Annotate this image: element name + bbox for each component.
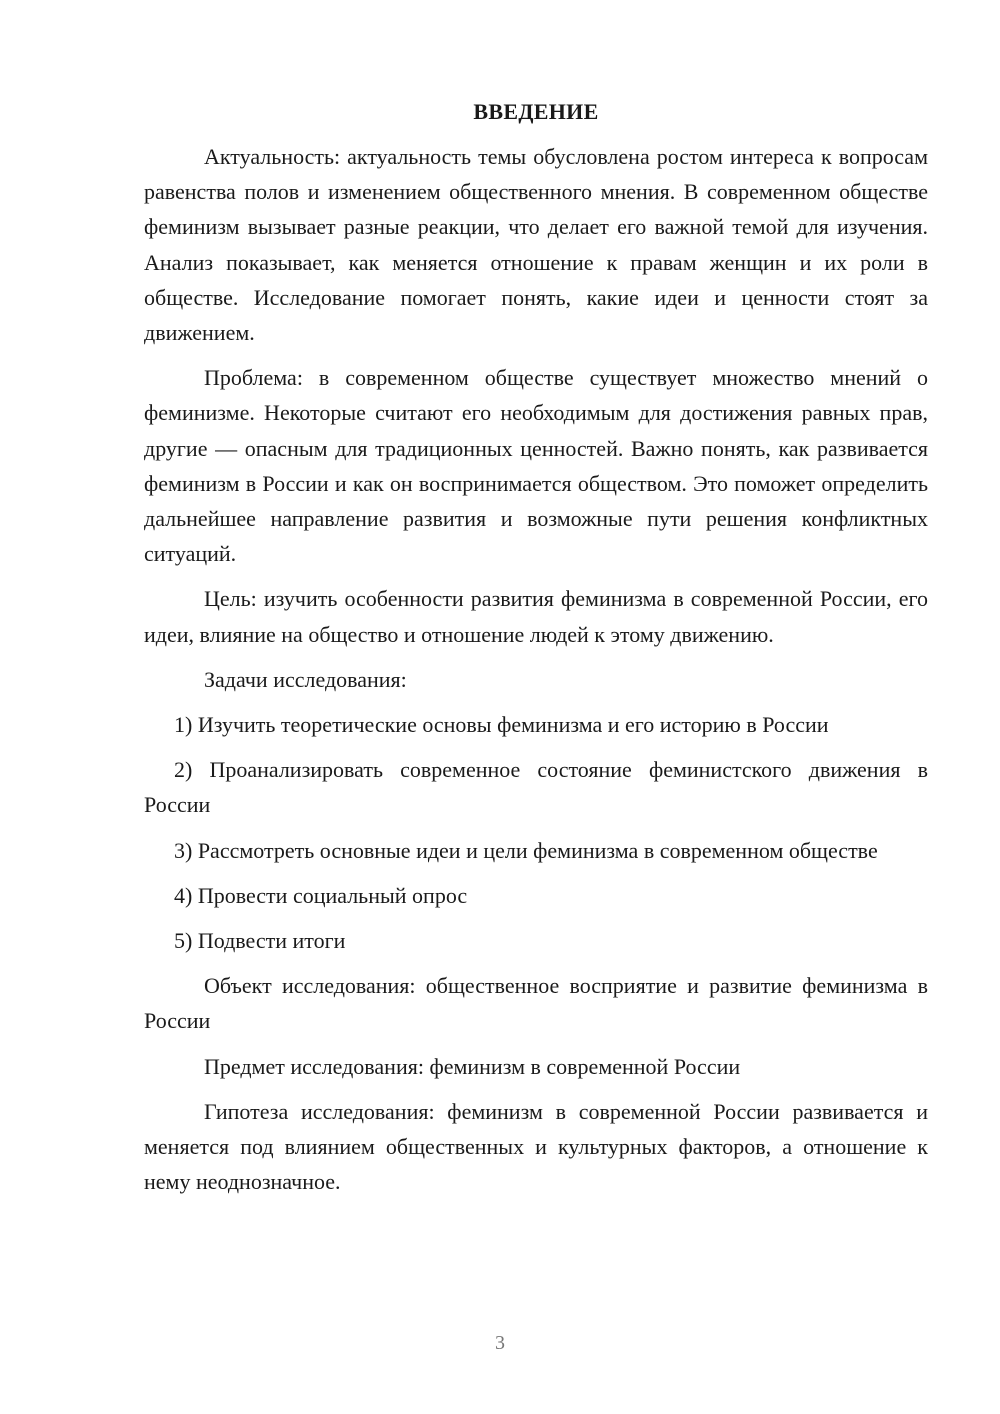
goal-paragraph: Цель: изучить особенности развития феминизма в современной России, его идеи, влияние на общество и отношение людей к этому движению. — [144, 586, 928, 647]
page-title: ВВЕДЕНИЕ — [473, 99, 599, 124]
problem-paragraph: Проблема: в современном обществе существует множество мнений о феминизме. Некоторые считают его необходимым для достижения равных прав, другие — опасным для традиционных ценностей. Важно понять, как развивается феминизм в России и как он воспринимается обществом. Это поможет определить дальнейшее направление развития и возможные пути решения конфликтных ситуаций. — [144, 365, 928, 567]
subject-paragraph: Предмет исследования: феминизм в современной России — [204, 1053, 741, 1079]
document-page — [144, 94, 928, 1199]
task-item: 5) Подвести итоги — [174, 928, 346, 954]
task-item: 1) Изучить теоретические основы феминизма и его историю в России — [174, 712, 829, 738]
relevance-paragraph: Актуальность: актуальность темы обусловлена ростом интереса к вопросам равенства полов и изменением общественного мнения. В современном обществе феминизм вызывает разные реакции, что делает его важной темой для изучения. Анализ показывает, как меняется отношение к правам женщин и их роли в обществе. Исследование помогает понять, какие идеи и ценности стоят за движением. — [144, 144, 928, 346]
task-item: 3) Рассмотреть основные идеи и цели феминизма в современном обществе — [174, 837, 878, 863]
task-item: 4) Провести социальный опрос — [174, 882, 468, 908]
tasks-heading: Задачи исследования: — [204, 666, 407, 692]
object-paragraph: Объект исследования: общественное восприятие и развитие феминизма в России — [144, 973, 928, 1034]
task-item: 2) Проанализировать современное состояние феминистского движения в России — [144, 757, 928, 818]
hypothesis-paragraph: Гипотеза исследования: феминизм в современной России развивается и меняется под влиянием общественных и культурных факторов, а отношение к нему неоднозначное. — [144, 1098, 928, 1195]
page-number: 3 — [495, 1332, 505, 1354]
